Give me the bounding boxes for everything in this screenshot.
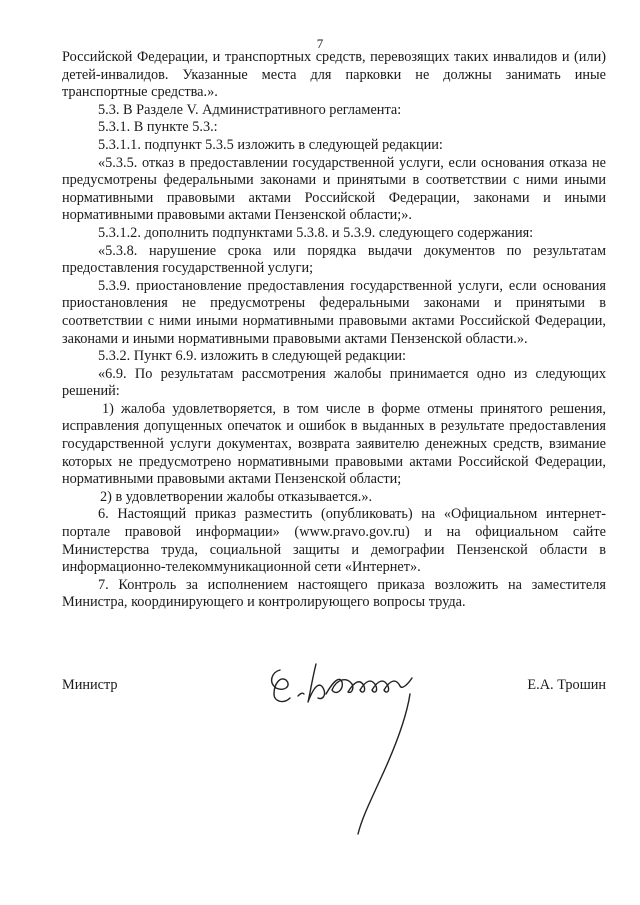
paragraph: «5.3.8. нарушение срока или порядка выдачи документов по результатам предоставления государственной услуги; [62,242,606,277]
paragraph: 5.3.2. Пункт 6.9. изложить в следующей редакции: [98,348,407,365]
document-body [62,49,606,612]
paragraph: 6. Настоящий приказ разместить (опубликовать) на «Официальном интернет-портале правовой информации» (www.pravo.gov.ru) и на официальном сайте Министерства труда, социальной защиты и демографии Пензенской области в информационно-телекоммуникационной сети «Интернет». [62,506,606,576]
page-number: 7 [316,36,324,51]
paragraph: 5.3.1.2. дополнить подпунктами 5.3.8. и 5.3.9. следующего содержания: [98,224,534,241]
paragraph: 5.3.1. В пункте 5.3.: [98,119,218,136]
paragraph: Российской Федерации, и транспортных средств, перевозящих таких инвалидов и (или) детей-инвалидов. Указанные места для парковки не должны занимать иные транспортные средства.». [62,49,606,101]
paragraph: «5.3.5. отказ в предоставлении государственной услуги, если основания отказа не предусмотрены федеральными законами и принятыми в соответствии с ними иными нормативными правовыми актами Российской Федерации, законами и иными нормативными правовыми актами Пензенской области;». [62,154,606,224]
paragraph: «6.9. По результатам рассмотрения жалобы принимается одно из следующих решений: [62,365,606,400]
paragraph: 5.3. В Разделе V. Административного регламента: [98,101,402,118]
paragraph: 2) в удовлетворении жалобы отказывается.». [100,488,373,505]
paragraph: 7. Контроль за исполнением настоящего приказа возложить на заместителя Министра, координирующего и контролирующего вопросы труда. [62,576,606,611]
signatory-name: Е.А. Трошин [527,677,606,693]
signature-block [62,677,606,701]
signatory-title: Министр [62,677,118,693]
paragraph: 5.3.9. приостановление предоставления государственной услуги, если основания приостановления не предусмотрены федеральными законами и принятыми в соответствии с ними иными нормативными правовыми актами Российской Федерации, законами и иными нормативными правовыми актами Пензенской области.». [62,277,606,347]
paragraph: 5.3.1.1. подпункт 5.3.5 изложить в следующей редакции: [98,136,443,153]
paragraph: 1) жалоба удовлетворяется, в том числе в форме отмены принятого решения, исправления допущенных опечаток и ошибок в выданных в результате предоставления государственной услуги документах, возврата заявителю денежных средств, взимание которых не предусмотрено нормативными правовыми актами Российской Федерации, нормативными правовыми актами Пензенской области; [62,400,606,488]
